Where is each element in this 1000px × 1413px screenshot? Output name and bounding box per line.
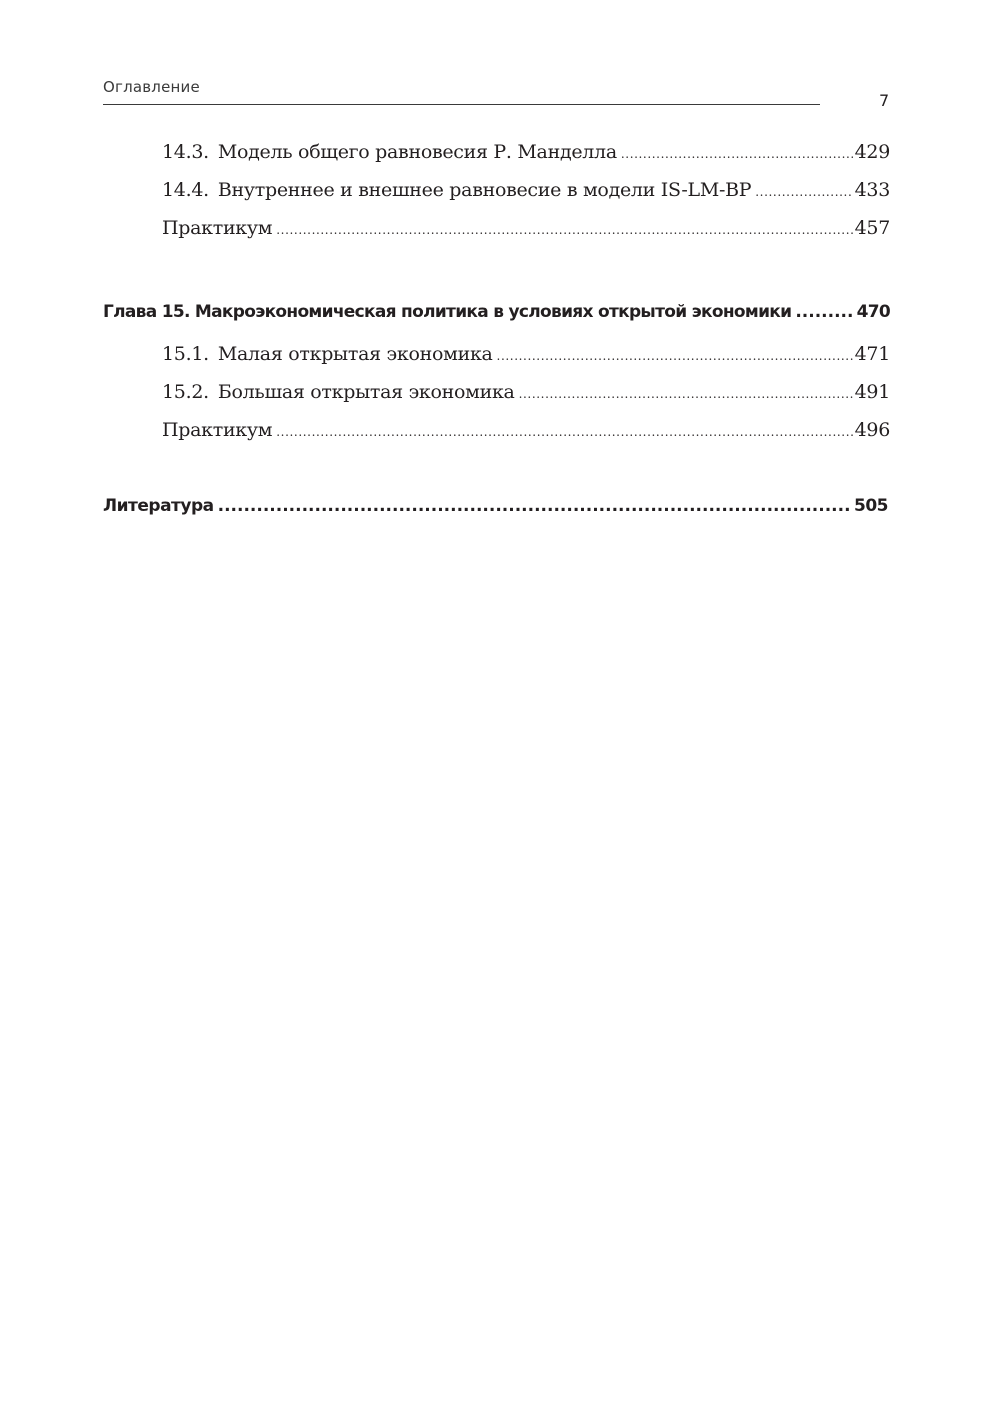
- toc-entry-practicum-14[interactable]: [162, 217, 890, 239]
- toc-entry-title: Большая открытая экономика: [217, 381, 515, 403]
- header-rule: [103, 104, 820, 105]
- toc-dot-leader: [795, 302, 854, 322]
- toc-entry-page: 457: [854, 217, 890, 239]
- toc-entry-15-2[interactable]: [162, 381, 890, 403]
- toc-entry-14-3[interactable]: [162, 141, 890, 163]
- toc-entry-15-1[interactable]: [162, 343, 890, 365]
- toc-entry-title: Малая открытая экономика: [217, 343, 493, 365]
- toc-literature-page: 505: [854, 496, 888, 516]
- toc-entry-practicum-15[interactable]: [162, 419, 890, 441]
- toc-dot-leader: [519, 381, 853, 403]
- toc-chapter-15[interactable]: [103, 302, 890, 322]
- toc-dot-leader: [621, 141, 853, 163]
- toc-chapter-title: Глава 15. Макроэкономическая политика в условиях открытой экономики: [103, 302, 792, 322]
- toc-entry-number: 15.1.: [162, 343, 209, 365]
- toc-entry-page: 496: [854, 419, 890, 441]
- toc-literature[interactable]: [103, 496, 888, 516]
- running-head-title: Оглавление: [103, 78, 200, 96]
- toc-entry-page: 433: [854, 179, 890, 201]
- page-number: 7: [879, 91, 890, 110]
- toc-dot-leader: [218, 496, 852, 516]
- toc-entry-14-4[interactable]: [162, 179, 890, 201]
- toc-entry-number: 14.3.: [162, 141, 209, 163]
- toc-chapter-page: 470: [856, 302, 890, 322]
- toc-entry-title: Практикум: [162, 217, 273, 239]
- toc-entry-page: 429: [854, 141, 890, 163]
- toc-dot-leader: [755, 179, 852, 201]
- toc-entry-title: Модель общего равновесия Р. Манделла: [217, 141, 617, 163]
- toc-dot-leader: [276, 217, 852, 239]
- toc-entry-title: Внутреннее и внешнее равновесие в модели IS-LM-BP: [217, 179, 752, 201]
- toc-entry-title: Практикум: [162, 419, 273, 441]
- toc-literature-title: Литература: [103, 496, 214, 516]
- toc-entry-page: 491: [854, 381, 890, 403]
- toc-dot-leader: [276, 419, 852, 441]
- toc-entry-number: 15.2.: [162, 381, 209, 403]
- toc-entry-number: 14.4.: [162, 179, 209, 201]
- toc-entry-page: 471: [854, 343, 890, 365]
- toc-dot-leader: [497, 343, 853, 365]
